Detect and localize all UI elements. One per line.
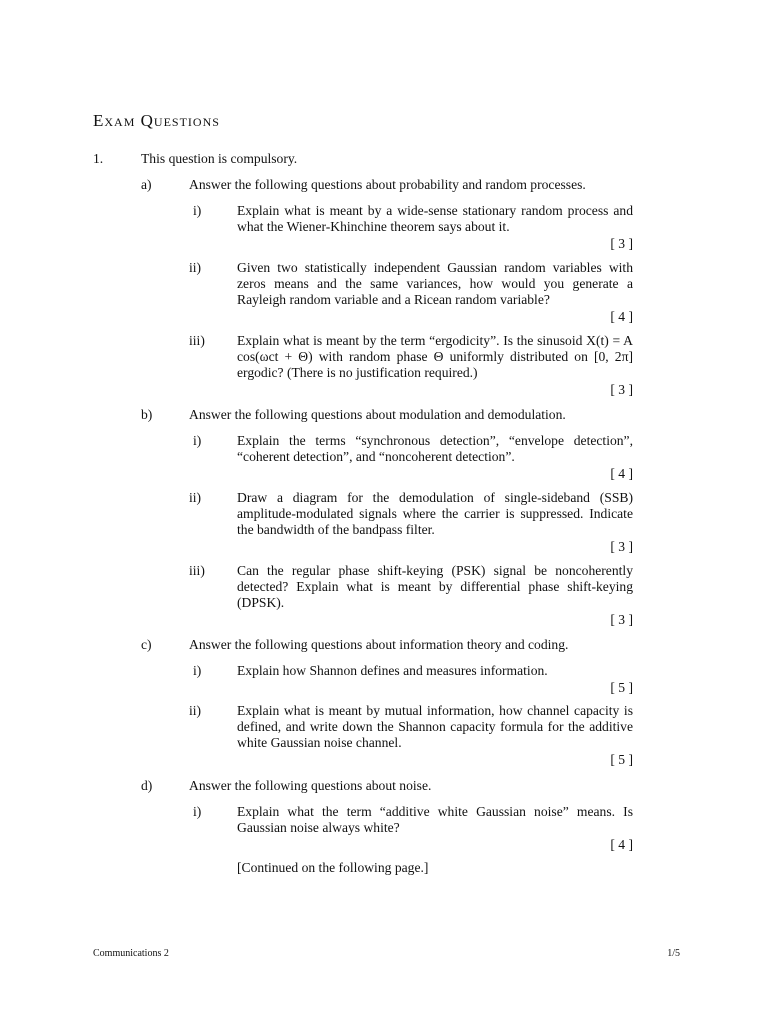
part-a-item-3-label: iii): [189, 333, 205, 348]
part-b-item-1-text: Explain the terms “synchronous detection”, “envelope detection”, “coherent detection”, and “noncoherent detection”.: [237, 433, 633, 464]
part-b-item-3-text: Can the regular phase shift-keying (PSK) signal be noncoherently detected? Explain what is meant by differential phase shift-keying (DPSK).: [237, 563, 633, 610]
part-c-item-2-label: ii): [189, 703, 202, 718]
part-c-item-1-text: Explain how Shannon defines and measures information.: [237, 663, 548, 678]
part-b-item-3-marks: [ 3 ]: [610, 612, 633, 627]
part-b-lead: Answer the following questions about modulation and demodulation.: [189, 407, 566, 422]
part-d-lead: Answer the following questions about noise.: [189, 778, 432, 793]
page-title: Exam Questions: [93, 111, 220, 130]
part-c-item-2-text: Explain what is meant by mutual information, how channel capacity is defined, and write down the Shannon capacity formula for the additive white Gaussian noise channel.: [237, 703, 633, 750]
part-a-label: a): [141, 177, 152, 192]
part-b-item-1-marks: [ 4 ]: [610, 466, 633, 481]
question-intro: This question is compulsory.: [141, 151, 298, 166]
part-b-item-2-text: Draw a diagram for the demodulation of single-sideband (SSB) amplitude-modulated signals where the carrier is suppressed. Indicate the bandwidth of the bandpass filter.: [237, 490, 633, 537]
part-b-label: b): [141, 407, 153, 422]
part-a-item-3-text: Explain what is meant by the term “ergodicity”. Is the sinusoid X(t) = A cos(ωct + Θ) with random phase Θ uniformly distributed on [0, 2π] ergodic? (There is no justification required.): [237, 333, 633, 380]
part-b-item-2-label: ii): [189, 490, 202, 505]
question-number: 1.: [93, 151, 104, 166]
part-a-item-2-text: Given two statistically independent Gaussian random variables with zeros means and the same variances, how would you generate a Rayleigh random variable and a Ricean random variable?: [237, 260, 633, 307]
continued-note: [Continued on the following page.]: [237, 860, 429, 875]
part-b-item-2-marks: [ 3 ]: [610, 539, 633, 554]
part-a-item-1-label: i): [193, 203, 202, 218]
part-d-item-1-marks: [ 4 ]: [610, 837, 633, 852]
part-d-label: d): [141, 778, 153, 793]
part-d-item-1-text: Explain what the term “additive white Gaussian noise” means. Is Gaussian noise always white?: [237, 804, 633, 835]
part-a-lead: Answer the following questions about probability and random processes.: [189, 177, 586, 192]
part-b-item-3-label: iii): [189, 563, 205, 578]
part-c-label: c): [141, 637, 152, 652]
footer-page-number: 1/5: [667, 948, 680, 959]
part-a-item-2-marks: [ 4 ]: [610, 309, 633, 324]
part-a-item-3-marks: [ 3 ]: [610, 382, 633, 397]
part-c-item-1-marks: [ 5 ]: [610, 680, 633, 695]
footer-course: Communications 2: [93, 948, 169, 959]
part-a-item-1-marks: [ 3 ]: [610, 236, 633, 251]
part-b-item-1-label: i): [193, 433, 202, 448]
part-c-item-2-marks: [ 5 ]: [610, 752, 633, 767]
part-a-item-1-text: Explain what is meant by a wide-sense stationary random process and what the Wiener-Khinchine theorem says about it.: [237, 203, 633, 234]
part-a-item-2-label: ii): [189, 260, 202, 275]
part-d-item-1-label: i): [193, 804, 202, 819]
part-c-lead: Answer the following questions about information theory and coding.: [189, 637, 569, 652]
part-c-item-1-label: i): [193, 663, 202, 678]
